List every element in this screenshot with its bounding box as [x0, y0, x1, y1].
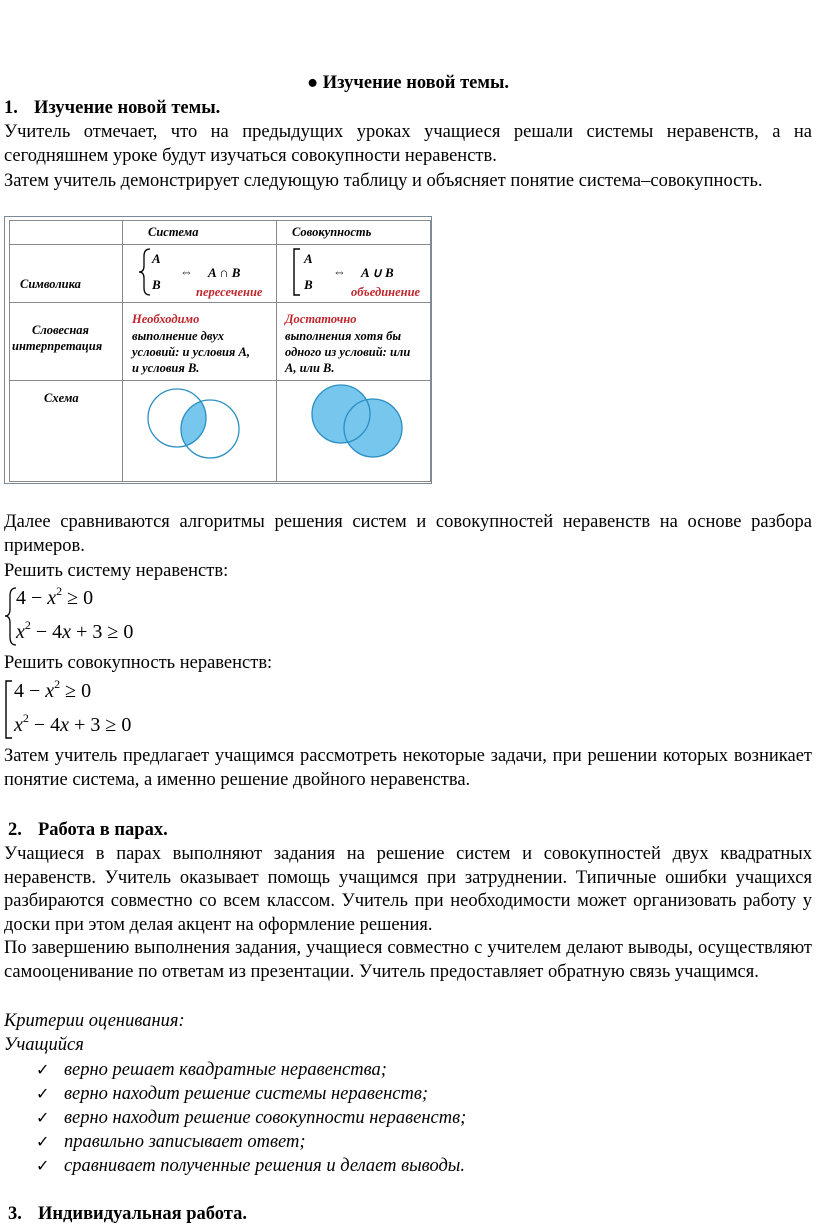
intersection-venn-diagram [140, 383, 250, 463]
header-set: Совокупность [292, 225, 372, 239]
criteria-item: ✓ правильно записывает ответ; [36, 1132, 306, 1152]
header-system: Система [148, 225, 199, 239]
system-verbal-line-1: выполнение двух [132, 329, 225, 343]
section1-paragraph-2: Затем учитель демонстрирует следующую таблицу и объясняет понятие система–совокупность. [4, 171, 763, 191]
system-formula: A ∩ B [208, 265, 241, 280]
row-verbal-label-1: Словесная [32, 323, 89, 337]
solve-system-label: Решить систему неравенств: [4, 561, 229, 581]
section1-heading: 1. Изучение новой темы. [4, 98, 221, 118]
solve-set-label: Решить совокупность неравенств: [4, 653, 273, 673]
set-equiv-icon: ⇔ [333, 264, 346, 279]
section2-paragraph-2: По завершению выполнения задания, учащиеся совместно с учителем делают выводы, осуществляют самооценивание по ответам из презентации. Учитель предоставляет обратную связь учащимся. [4, 938, 812, 982]
checkmark-icon: ✓ [36, 1132, 50, 1151]
set-union-label: объединение [351, 285, 421, 299]
checkmark-icon: ✓ [36, 1084, 50, 1103]
bullet-icon: ● [306, 73, 323, 93]
set-bracket-icon-1 [4, 680, 14, 740]
section2-paragraph-1: Учащиеся в парах выполняют задания на решение систем и совокупностей двух квадратных неравенств. Учитель оказывает помощь учащимся при затруднении. Типичные ошибки учащихся разбираются совместно со всем классом. Учитель при необходимости может организовать работу у доски при этом делая акцент на оформление решения. [4, 844, 812, 935]
system-brace-icon [138, 248, 152, 296]
system-verbal-line-2: условий: и условия A, [132, 345, 250, 359]
system-verbal-necessary: Необходимо [132, 312, 200, 326]
checkmark-icon: ✓ [36, 1108, 50, 1127]
system-inequality-1: $4 - x^2 \ge 0$ [16, 584, 94, 609]
checkmark-icon: ✓ [36, 1060, 50, 1079]
section3-heading: 3. Индивидуальная работа. [8, 1204, 247, 1224]
set-verbal-line-2: одного из условий: или [285, 345, 411, 359]
set-inequality-1: $4 - x^2 \ge 0$ [14, 677, 92, 702]
row-scheme-label: Схема [44, 391, 79, 405]
union-venn-diagram [298, 383, 418, 463]
set-inequality-2: $x^2 - 4x + 3 \ge 0$ [14, 711, 132, 736]
set-verbal-sufficient: Достаточно [285, 312, 357, 326]
set-b: B [304, 277, 313, 292]
system-a: A [152, 251, 161, 266]
bullet-title: ● Изучение новой темы. [306, 73, 510, 93]
row-verbal-label-2: интерпретация [12, 339, 103, 353]
criteria-item: ✓ верно находит решение совокупности неравенств; [36, 1108, 467, 1128]
section2-heading: 2. Работа в парах. [8, 820, 168, 840]
system-verbal-line-3: и условия B. [132, 361, 200, 375]
system-inequality-2: $x^2 - 4x + 3 \ge 0$ [16, 618, 134, 643]
set-formula: A ∪ B [361, 265, 394, 280]
criteria-item: ✓ верно находит решение системы неравенств; [36, 1084, 429, 1104]
section1-paragraph-1: Учитель отмечает, что на предыдущих уроках учащиеся решали системы неравенств, а на сегодняшнем уроке будут изучаться совокупности неравенств. [4, 122, 812, 166]
set-bracket-icon [292, 248, 302, 296]
set-a: A [304, 251, 313, 266]
row-symbol-label: Символика [20, 277, 81, 291]
criteria-label: Критерии оценивания: [4, 1011, 185, 1031]
system-equiv-icon: ⇔ [180, 264, 193, 279]
comparison-paragraph: Далее сравниваются алгоритмы решения систем и совокупностей неравенств на основе разбора примеров. [4, 512, 812, 556]
double-inequality-paragraph: Затем учитель предлагает учащимся рассмотреть некоторые задачи, при решении которых возникает понятие система, а именно решение двойного неравенства. [4, 746, 812, 790]
system-intersection-label: пересечение [196, 285, 263, 299]
criteria-item: ✓ сравнивает полученные решения и делает выводы. [36, 1156, 465, 1176]
set-verbal-line-1: выполнения хотя бы [285, 329, 402, 343]
criteria-item: ✓ верно решает квадратные неравенства; [36, 1060, 387, 1080]
set-verbal-line-3: A, или B. [285, 361, 335, 375]
student-label: Учащийся [4, 1035, 84, 1055]
system-b: B [152, 277, 161, 292]
checkmark-icon: ✓ [36, 1156, 50, 1175]
